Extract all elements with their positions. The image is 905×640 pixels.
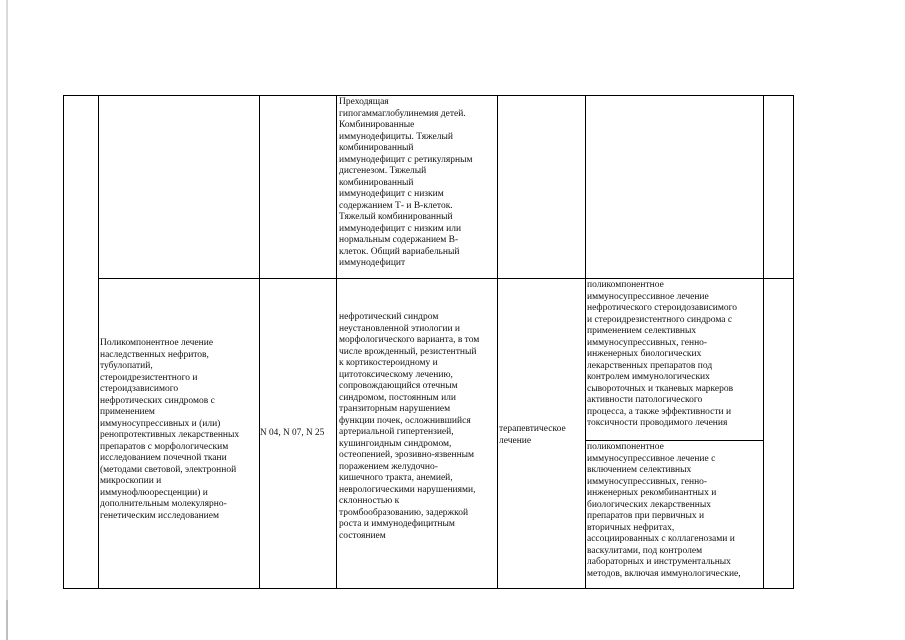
row2-treatment-type: терапевтическое лечение [499,424,566,446]
row2-method-name: Поликомпонентное лечение наследственных нефритов, тубулопатий, стероидрезистентного и стероидзависимого нефротических синдромов с применением иммуносупрессивных и (или) ренопротективных лекарственных препаратов с морфологическим исследованием почечной ткани (методами световой, электронной микроскопии и иммунофлюоресценции) и дополнительным молекулярно- генетическим исследованием [100,338,240,521]
row2-icd-codes: N 04, N 07, N 25 [260,428,325,438]
row2-treatment-method-1: поликомпонентное иммуносупрессивное лечение нефротического стероидозависимого и стероидрезистентного синдрома с применением селективных иммуносупрессивных, генно- инженерных биологических лекарственных препаратов под контролем иммунологических сывороточных и тканевых маркеров активности патологического процесса, а также эффективности и токсичности проводимого лечения [587,280,738,428]
subrow-divider [585,440,763,441]
row2-disease-list: нефротический синдром неустановленной этиологии и морфологического варианта, в том числе врожденный, резистентный к кортикостероидному и цитотоксическому лечению, сопровождающийся отечным синдромом, постоянным или транзиторным нарушением функции почек, осложнившийся артериальной гипертензией, кушингоидным синдромом, остеопенией, эрозивно-язвенным поражением желудочно- кишечного тракта, анемией, неврологическими нарушениями, склонностью к тромбообразованию, задержкой роста и иммунодефицитным состоянием [339,312,480,541]
row-divider [98,278,793,279]
col-border-1 [98,95,99,589]
col-border-0 [63,95,64,589]
scan-edge-mark [6,600,8,640]
table-bottom-border [63,588,793,589]
col-border-7 [793,95,794,589]
col-border-6 [763,95,764,589]
table-top-border [63,95,793,96]
col-border-3 [336,95,337,589]
col-border-2 [259,95,260,589]
col-border-4 [497,95,498,589]
row1-disease-list: Преходящая гипогаммаглобулинемия детей. Комбинированные иммунодефициты. Тяжелый комбинированный иммунодефицит с ретикулярным дисгенезом. Тяжелый комбинированный иммунодефицит с низким содержанием Т- и В-клеток. Тяжелый комбинированный иммунодефицит с низким или нормальным содержанием В- клеток. Общий вариабельный иммунодефицит [339,97,473,268]
row2-treatment-method-2: поликомпонентное иммуносупрессивное лечение с включением селективных иммуносупрессивных, генно- инженерных рекомбинантных и биологических лекарственных препаратов при первичных и вторичных нефритах, ассоциированных с коллагенозами и васкулитами, под контролем лабораторных и инструментальных методов, включая иммунологические, [587,442,741,579]
col-border-5 [585,95,586,589]
scan-edge [6,0,8,640]
